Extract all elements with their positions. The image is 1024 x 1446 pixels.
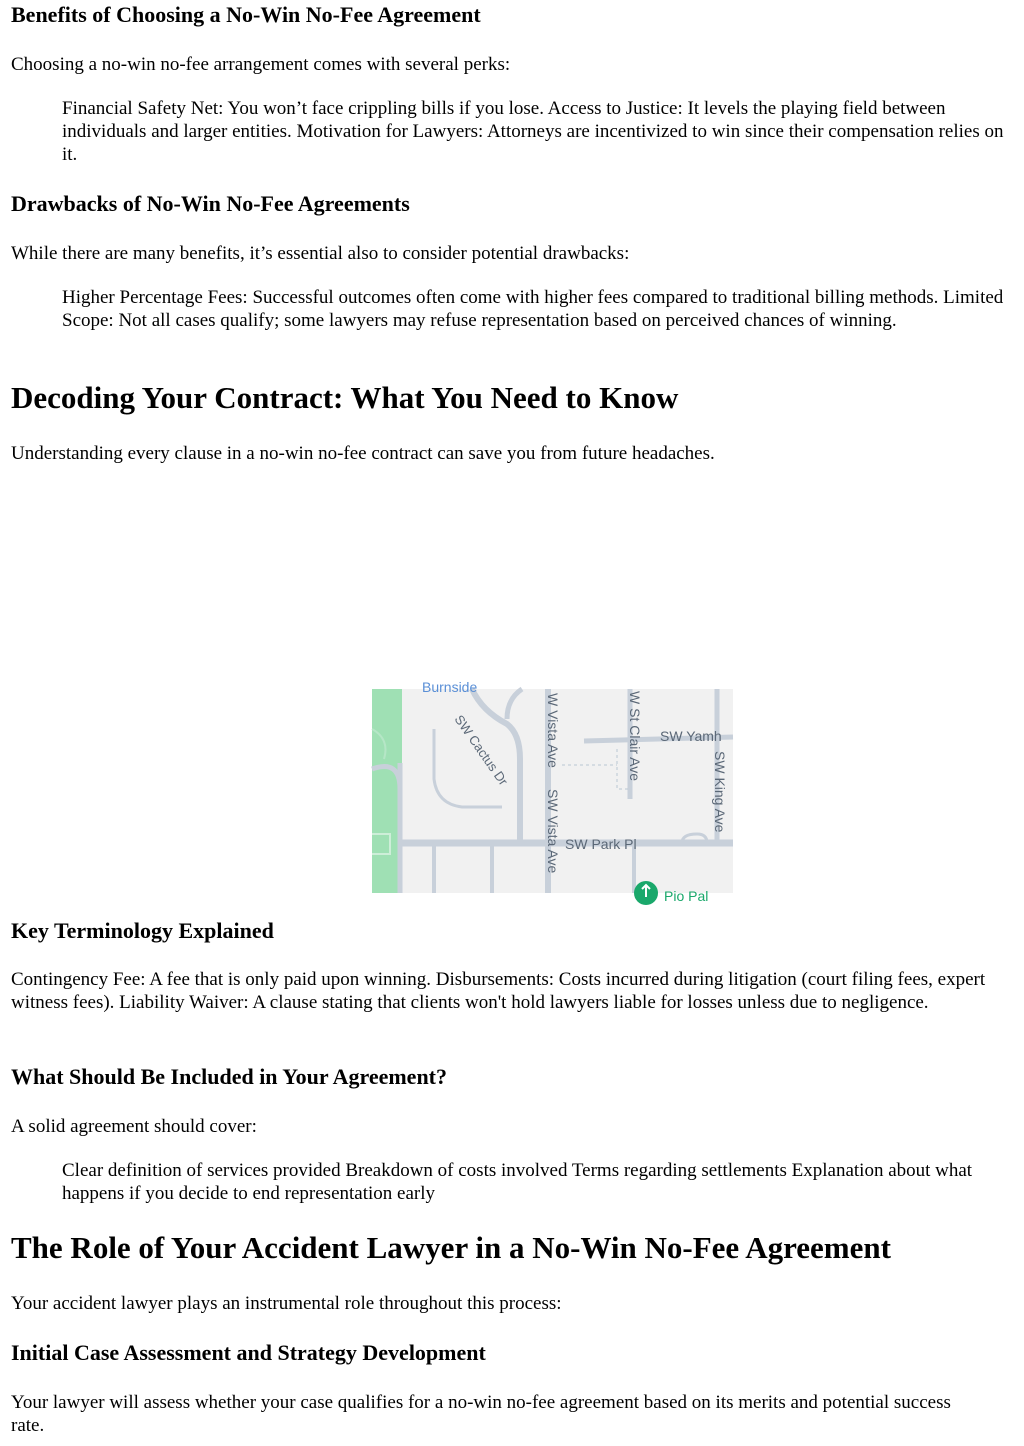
- map-label-king: SW King Ave: [712, 751, 728, 833]
- map-label-stclair: W St Clair Ave: [627, 691, 643, 781]
- assessment-heading: Initial Case Assessment and Strategy Development: [11, 1340, 486, 1365]
- terminology-body: Contingency Fee: A fee that is only paid upon winning. Disbursements: Costs incurred during litigation (court filing fees, expert witness fees). Liability Waiver: A clause stating that clients won't hold lawyers liable for losses unless due to negligence.: [11, 969, 986, 1013]
- map-label-vista1: W Vista Ave: [545, 693, 561, 768]
- included-list: Clear definition of services provided Breakdown of costs involved Terms regarding settlements Explanation about what happens if you decide to end representation early: [62, 1160, 973, 1204]
- benefits-intro: Choosing a no-win no-fee arrangement comes with several perks:: [11, 54, 511, 75]
- decoding-intro: Understanding every clause in a no-win no-fee contract can save you from future headaches.: [11, 443, 715, 464]
- map-label-park: SW Park Pl: [565, 836, 637, 852]
- role-intro: Your accident lawyer plays an instrumental role throughout this process:: [11, 1293, 562, 1314]
- drawbacks-list: Higher Percentage Fees: Successful outcomes often come with higher fees compared to traditional billing methods. Limited Scope: Not all cases qualify; some lawyers may refuse representation based on perceived chances of winning.: [62, 287, 1004, 331]
- included-intro: A solid agreement should cover:: [11, 1116, 257, 1137]
- map-label-burnside: Burnside: [422, 679, 478, 695]
- benefits-heading: Benefits of Choosing a No-Win No-Fee Agreement: [11, 2, 481, 27]
- map-label-vista2: SW Vista Ave: [545, 789, 561, 874]
- map-label-yamhill: SW Yamh: [660, 728, 722, 744]
- map-embed[interactable]: [372, 679, 733, 904]
- assessment-body: Your lawyer will assess whether your case qualifies for a no-win no-fee agreement based on its merits and potential success rate.: [11, 1392, 951, 1436]
- included-heading: What Should Be Included in Your Agreement?: [11, 1064, 448, 1089]
- terminology-heading: Key Terminology Explained: [11, 918, 274, 943]
- map-canvas[interactable]: [372, 679, 733, 904]
- role-heading: The Role of Your Accident Lawyer in a No-Win No-Fee Agreement: [11, 1230, 891, 1265]
- decoding-heading: Decoding Your Contract: What You Need to Know: [11, 380, 679, 415]
- drawbacks-heading: Drawbacks of No-Win No-Fee Agreements: [11, 191, 410, 216]
- drawbacks-intro: While there are many benefits, it’s essential also to consider potential drawbacks:: [11, 243, 630, 264]
- map-label-poi: Pio Pal: [664, 888, 709, 904]
- map-label-cactus: SW Cactus Dr: [451, 712, 512, 789]
- benefits-list: Financial Safety Net: You won’t face crippling bills if you lose. Access to Justice: It levels the playing field between individuals and larger entities. Motivation for Lawyers: Attorneys are incentivized to win since their compensation relies on it.: [62, 98, 1004, 165]
